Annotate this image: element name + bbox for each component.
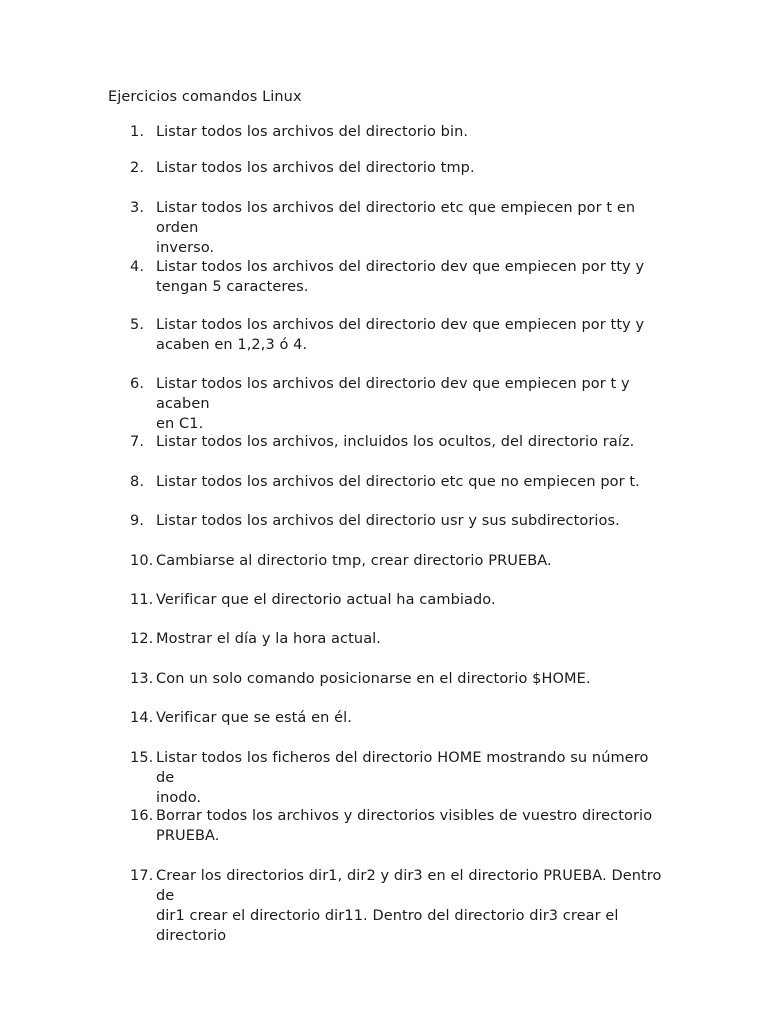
item-number: 10.: [130, 553, 154, 569]
item-text-line: Listar todos los archivos del directorio tmp.: [156, 160, 475, 176]
exercise-item-10: [130, 551, 670, 571]
item-text-line: dir1 crear el directorio dir11. Dentro del directorio dir3 crear el directorio: [156, 908, 619, 944]
item-number: 15.: [130, 750, 154, 766]
exercise-item-16: [130, 806, 670, 846]
item-number: 5.: [130, 317, 145, 333]
exercise-item-17: [130, 866, 670, 946]
item-number: 3.: [130, 200, 145, 216]
item-text-line: Cambiarse al directorio tmp, crear directorio PRUEBA.: [156, 553, 552, 569]
item-text-line: Listar todos los archivos del directorio usr y sus subdirectorios.: [156, 513, 620, 529]
item-number: 1.: [130, 124, 145, 140]
item-text-line: Listar todos los archivos del directorio etc que empiecen por t en orden: [156, 200, 636, 236]
item-number: 14.: [130, 710, 154, 726]
item-text-line: Mostrar el día y la hora actual.: [156, 631, 382, 647]
document-title: Ejercicios comandos Linux: [108, 89, 302, 105]
exercise-item-6: [130, 374, 670, 434]
item-number: 16.: [130, 808, 154, 824]
item-text-line: PRUEBA.: [156, 828, 220, 844]
exercise-item-8: [130, 472, 670, 492]
exercise-item-1: [130, 122, 670, 142]
item-text-line: Listar todos los archivos del directorio dev que empiecen por tty y: [156, 259, 645, 275]
item-number: 12.: [130, 631, 154, 647]
exercise-item-14: [130, 708, 670, 728]
item-text-line: Listar todos los ficheros del directorio HOME mostrando su número de: [156, 750, 649, 786]
item-text-line: inodo.: [156, 790, 202, 806]
item-number: 4.: [130, 259, 145, 275]
item-text-line: tengan 5 caracteres.: [156, 279, 309, 295]
exercise-item-9: [130, 511, 670, 531]
item-text-line: Listar todos los archivos, incluidos los ocultos, del directorio raíz.: [156, 434, 635, 450]
item-text-line: Borrar todos los archivos y directorios visibles de vuestro directorio: [156, 808, 653, 824]
item-number: 2.: [130, 160, 145, 176]
item-text-line: Listar todos los archivos del directorio dev que empiecen por t y acaben: [156, 376, 630, 412]
exercise-item-13: [130, 669, 670, 689]
exercise-item-5: [130, 315, 670, 355]
item-number: 6.: [130, 376, 145, 392]
item-text-line: en C1.: [156, 416, 204, 432]
item-number: 11.: [130, 592, 154, 608]
item-number: 7.: [130, 434, 145, 450]
exercise-item-7: [130, 432, 670, 452]
item-number: 13.: [130, 671, 154, 687]
item-text-line: acaben en 1,2,3 ó 4.: [156, 337, 308, 353]
exercise-item-12: [130, 629, 670, 649]
item-text-line: Listar todos los archivos del directorio dev que empiecen por tty y: [156, 317, 645, 333]
exercise-item-2: [130, 158, 670, 178]
item-number: 9.: [130, 513, 145, 529]
item-text-line: Listar todos los archivos del directorio bin.: [156, 124, 469, 140]
item-number: 8.: [130, 474, 145, 490]
item-text-line: Verificar que el directorio actual ha cambiado.: [156, 592, 496, 608]
item-text-line: Listar todos los archivos del directorio etc que no empiecen por t.: [156, 474, 640, 490]
exercise-item-11: [130, 590, 670, 610]
item-text-line: Con un solo comando posicionarse en el directorio $HOME.: [156, 671, 591, 687]
item-text-line: Verificar que se está en él.: [156, 710, 353, 726]
item-number: 17.: [130, 868, 154, 884]
item-text-line: Crear los directorios dir1, dir2 y dir3 en el directorio PRUEBA. Dentro de: [156, 868, 662, 904]
exercise-item-4: [130, 257, 670, 297]
exercise-item-3: [130, 198, 670, 258]
item-text-line: inverso.: [156, 240, 215, 256]
exercise-item-15: [130, 748, 670, 808]
